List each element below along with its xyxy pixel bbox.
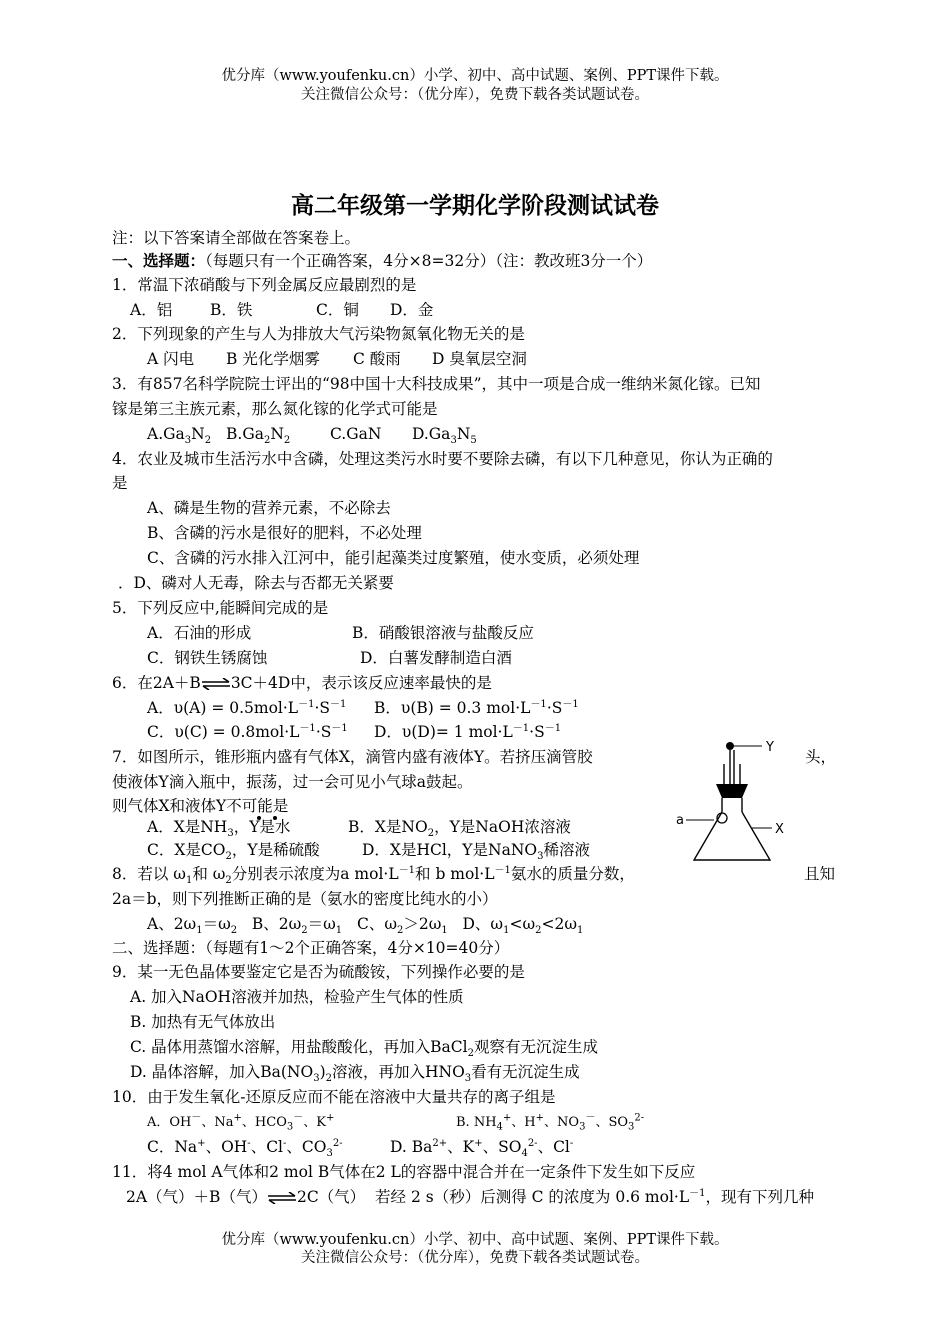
q5-option-d: D．白薯发酵制造白酒 [360, 649, 512, 667]
q9-option-c: C. 晶体用蒸馏水溶解，用盐酸酸化，再加入BaCl$_2$观察有无沉淀生成 [130, 1038, 599, 1060]
q2-option-c: C 酸雨 [353, 350, 401, 368]
q3-option-d: $D.Ga_3N_5$ [412, 425, 477, 447]
q1-option-a: A．铝 [130, 301, 173, 319]
question-2: 2．下列现象的产生与人为排放大气污染物氮氧化物无关的是 [112, 325, 525, 343]
question-7-line-2: 使液体Y滴入瓶中，振荡，过一会可见小气球a鼓起。 [112, 773, 473, 791]
label-a: a [676, 813, 684, 828]
question-6: 6．在2A＋B 3C＋4D中，表示该反应速率最快的是 [112, 674, 492, 692]
question-11-line-1: 11．将4 mol A气体和2 mol B气体在2 L的容器中混合并在一定条件下发生如下反应 [112, 1163, 696, 1181]
page-title: 高二年级第一学期化学阶段测试试卷 [291, 193, 659, 219]
question-7-line-3: 则气体X和液体Y不可能是 [112, 797, 289, 815]
q8-options: A、$2\omega_1=\omega_2$ B、$2\omega_2=\omega_1$ C、$\omega_2>2\omega_1$ D、$\omega_1<\omega_2<2\omega_1$ [147, 915, 584, 937]
question-8-line-1: 8．若以 $\omega_1$和 $\omega_2$分别表示浓度为a $mol\cdot L^{-1}$和 b $mol\cdot L^{-1}$氨水的质量分数， [112, 864, 635, 887]
header-line-1: 优分库（www.youfenku.cn）小学、初中、高中试题、案例、PPT课件下载。 [221, 68, 729, 84]
question-3-line-1: 3．有857名科学院院士评出的“98中国十大科技成果”，其中一项是合成一维纳米氮化镓。已知 [112, 375, 761, 393]
q10-option-c: C．Na+、OH-、Cl-、$CO_3^{2-}$ [147, 1137, 343, 1160]
q3-option-a: $A.Ga_3N_2$ [147, 425, 212, 447]
q5-option-c: C．钢铁生锈腐蚀 [147, 649, 268, 667]
equilibrium-arrow-icon [267, 1192, 297, 1204]
dropper-bulb-icon [726, 742, 734, 750]
q1-option-d: D．金 [390, 301, 434, 319]
q9-option-d: D. 晶体溶解，加入$Ba(NO_3)_2$溶液，再加入$HNO_3$看有无沉淀生成 [130, 1063, 580, 1085]
question-5: 5．下列反应中,能瞬间完成的是 [112, 599, 329, 617]
footer-line-1: 优分库（www.youfenku.cn）小学、初中、高中试题、案例、PPT课件下载。 [221, 1232, 729, 1248]
header-line-2: 关注微信公众号：（优分库），免费下载各类试题试卷。 [301, 87, 649, 103]
q10-option-d: D. $Ba^{2+}$、K+、$SO_4^{2-}$、Cl- [390, 1137, 574, 1160]
q3-option-b: $B.Ga_2N_2$ [226, 425, 291, 447]
question-4-line-2: 是 [112, 474, 128, 492]
q4-option-a: A、磷是生物的营养元素，不必除去 [147, 499, 391, 517]
q1-option-c: C．铜 [316, 301, 359, 319]
equilibrium-arrow-icon [201, 678, 231, 690]
q10-option-a: A．OH－、Na+、$HCO_3^-$、K+ [147, 1112, 335, 1133]
q2-option-a: A 闪电 [147, 350, 195, 368]
q2-option-d: D 臭氧层空洞 [432, 350, 527, 368]
question-3-line-2: 镓是第三主族元素，那么氮化镓的化学式可能是 [112, 400, 438, 418]
q6-option-a: A．$\upsilon(A) = 0.5mol\cdot L^{-1}\cdot S^{-1}$ [147, 698, 347, 717]
q6-option-d: D．υ(D)= 1 $mol\cdot L^{-1}\cdot S^{-1}$ [374, 722, 562, 741]
q1-option-b: B．铁 [210, 301, 253, 319]
q5-option-a: A．石油的形成 [147, 624, 252, 642]
section-2-heading: 二、选择题：（每题有1～2个正确答案，4分×10=40分） [112, 939, 510, 957]
q6-option-b: B．υ(B) = 0.3 $mol\cdot L^{-1}\cdot S^{-1}$ [374, 698, 579, 717]
q4-option-b: B、含磷的污水是很好的肥料，不必处理 [147, 524, 422, 542]
q9-option-a: A. 加入NaOH溶液并加热，检验产生气体的性质 [130, 988, 464, 1006]
label-x: X [775, 822, 784, 837]
question-8-line-2: 2a＝b，则下列推断正确的是（氨水的密度比纯水的小） [112, 890, 498, 908]
question-10: 10．由于发生氧化-还原反应而不能在溶液中大量共存的离子组是 [112, 1088, 556, 1106]
q7-option-d: D．X是HCl，Y是NaNO$_3$稀溶液 [362, 841, 590, 863]
question-9: 9．某一无色晶体要鉴定它是否为硫酸铵，下列操作必要的是 [112, 963, 525, 981]
note: 注：以下答案请全部做在答案卷上。 [112, 229, 361, 247]
q6-option-c: C．$\upsilon(C) = 0.8mol\cdot L^{-1}\cdot S^{-1}$ [147, 722, 348, 741]
q7-option-a: A．X是$NH_3$，Y是水 [147, 818, 291, 840]
label-y: Y [766, 740, 774, 755]
section-1-heading: 一、选择题：（每题只有一个正确答案，4分×8=32分）（注：教改班3分一个） [112, 251, 653, 270]
flask-diagram [672, 732, 792, 872]
question-7-line-1-end: 头， [805, 748, 837, 766]
question-4-line-1: 4．农业及城市生活污水中含磷，处理这类污水时要不要除去磷，有以下几种意见，你认为正确的 [112, 450, 773, 468]
q9-option-b: B. 加热有无气体放出 [130, 1013, 276, 1031]
q7-option-c: C．X是$CO_2$，Y是稀硫酸 [147, 841, 320, 863]
q4-option-d: ．D、磷对人无毒，除去与否都无关紧要 [118, 574, 394, 592]
question-1: 1．常温下浓硝酸与下列金属反应最剧烈的是 [112, 276, 417, 294]
footer-line-2: 关注微信公众号：（优分库），免费下载各类试题试卷。 [301, 1250, 649, 1266]
q3-option-c: C.GaN [330, 425, 382, 443]
q10-option-b: B. $NH_4^+$、H+、$NO_3^-$、$SO_3^{2-}$ [456, 1112, 645, 1133]
question-8-line-1-end: 且知 [804, 865, 836, 883]
question-11-line-2: 2A（气）＋B（气） 2C（气） 若经 2 s（秒）后测得 C 的浓度为 0.6 $mol\cdot L^{-1}$，现有下列几种 [126, 1187, 815, 1206]
question-7-line-1: 7．如图所示，锥形瓶内盛有气体X，滴管内盛有液体Y。若挤压滴管胶 [112, 748, 593, 766]
q7-option-b: B．X是$NO_2$，Y是NaOH浓溶液 [348, 818, 571, 840]
q5-option-b: B．硝酸银溶液与盐酸反应 [352, 624, 534, 642]
q4-option-c: C、含磷的污水排入江河中，能引起藻类过度繁殖，使水变质，必须处理 [147, 549, 640, 567]
q2-option-b: B 光化学烟雾 [226, 350, 320, 368]
